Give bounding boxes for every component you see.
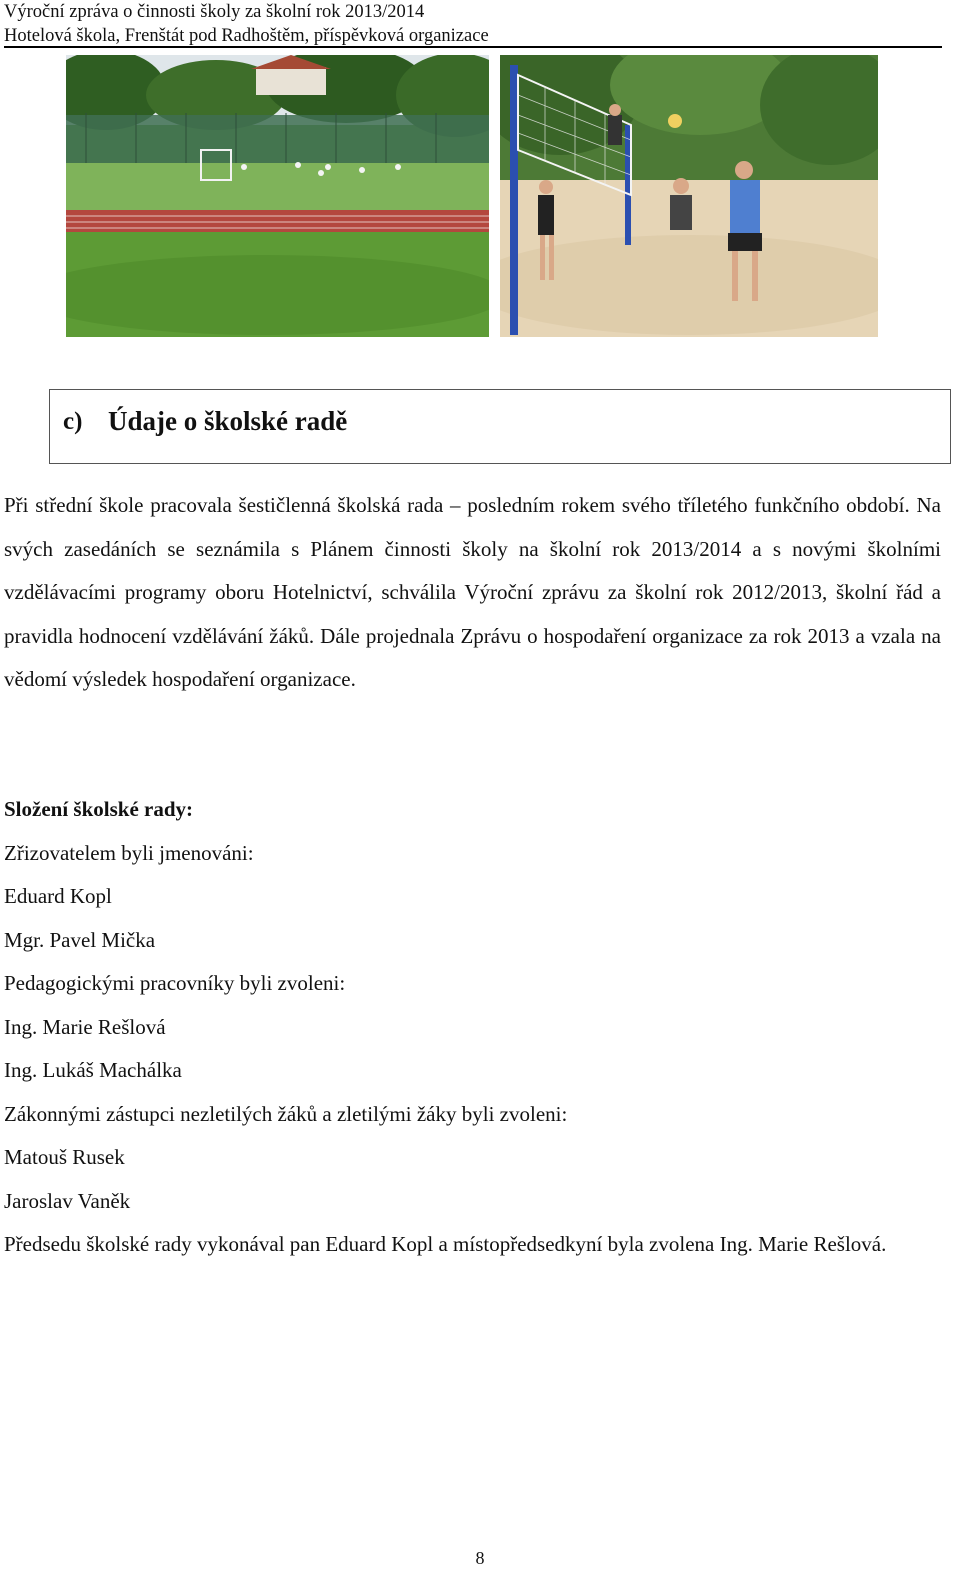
sports-field-photo	[66, 55, 489, 337]
member-name: Jaroslav Vaněk	[4, 1188, 131, 1213]
section-title: Údaje o školské radě	[108, 406, 348, 436]
member-name: Mgr. Pavel Mička	[4, 927, 156, 952]
founder-label: Zřizovatelem byli jmenováni:	[4, 840, 254, 865]
section-number: c)	[63, 408, 83, 435]
sports-field-illustration	[66, 55, 489, 337]
member-name: Eduard Kopl	[4, 884, 112, 908]
member-name: Ing. Lukáš Machálka	[4, 1058, 182, 1082]
section-heading-box	[49, 389, 951, 464]
composition-heading: Složení školské rady:	[4, 797, 194, 821]
beach-volleyball-photo	[500, 55, 878, 337]
member-name: Matouš Rusek	[4, 1145, 125, 1169]
chair-statement: Předsedu školské rady vykonával pan Eduard Kopl a místopředsedkyní byla zvolena Ing. Marie Rešlová.	[4, 1232, 887, 1256]
school-board-paragraph: Při střední škole pracovala šestičlenná školská rada – posledním rokem svého tříletého funkčního období. Na svých zasedáních se seznámila s Plánem činnosti školy na školní rok 2013/2014 a s novými školními vzdělávacími programy oboru Hotelnictví, schválila Výroční zprávu za školní rok 2012/2013, školní řád a pravidla hodnocení vzdělávání žáků. Dále projednala Zprávu o hospodaření organizace za rok 2013 a vzala na vědomí výsledek hospodaření organizace.	[4, 493, 941, 691]
page-number: 8	[475, 1548, 485, 1568]
beach-volleyball-illustration	[500, 55, 878, 337]
teachers-label: Pedagogickými pracovníky byli zvoleni:	[4, 971, 346, 995]
guardians-label: Zákonnými zástupci nezletilých žáků a zletilými žáky byli zvoleni:	[4, 1101, 568, 1126]
page-header	[4, 0, 942, 46]
header-divider	[4, 46, 942, 48]
header-school-name: Hotelová škola, Frenštát pod Radhoštěm, příspěvková organizace	[4, 26, 489, 46]
board-composition	[4, 788, 941, 1267]
header-report-title: Výroční zpráva o činnosti školy za školní rok 2013/2014	[4, 2, 425, 22]
member-name: Ing. Marie Rešlová	[4, 1014, 166, 1039]
